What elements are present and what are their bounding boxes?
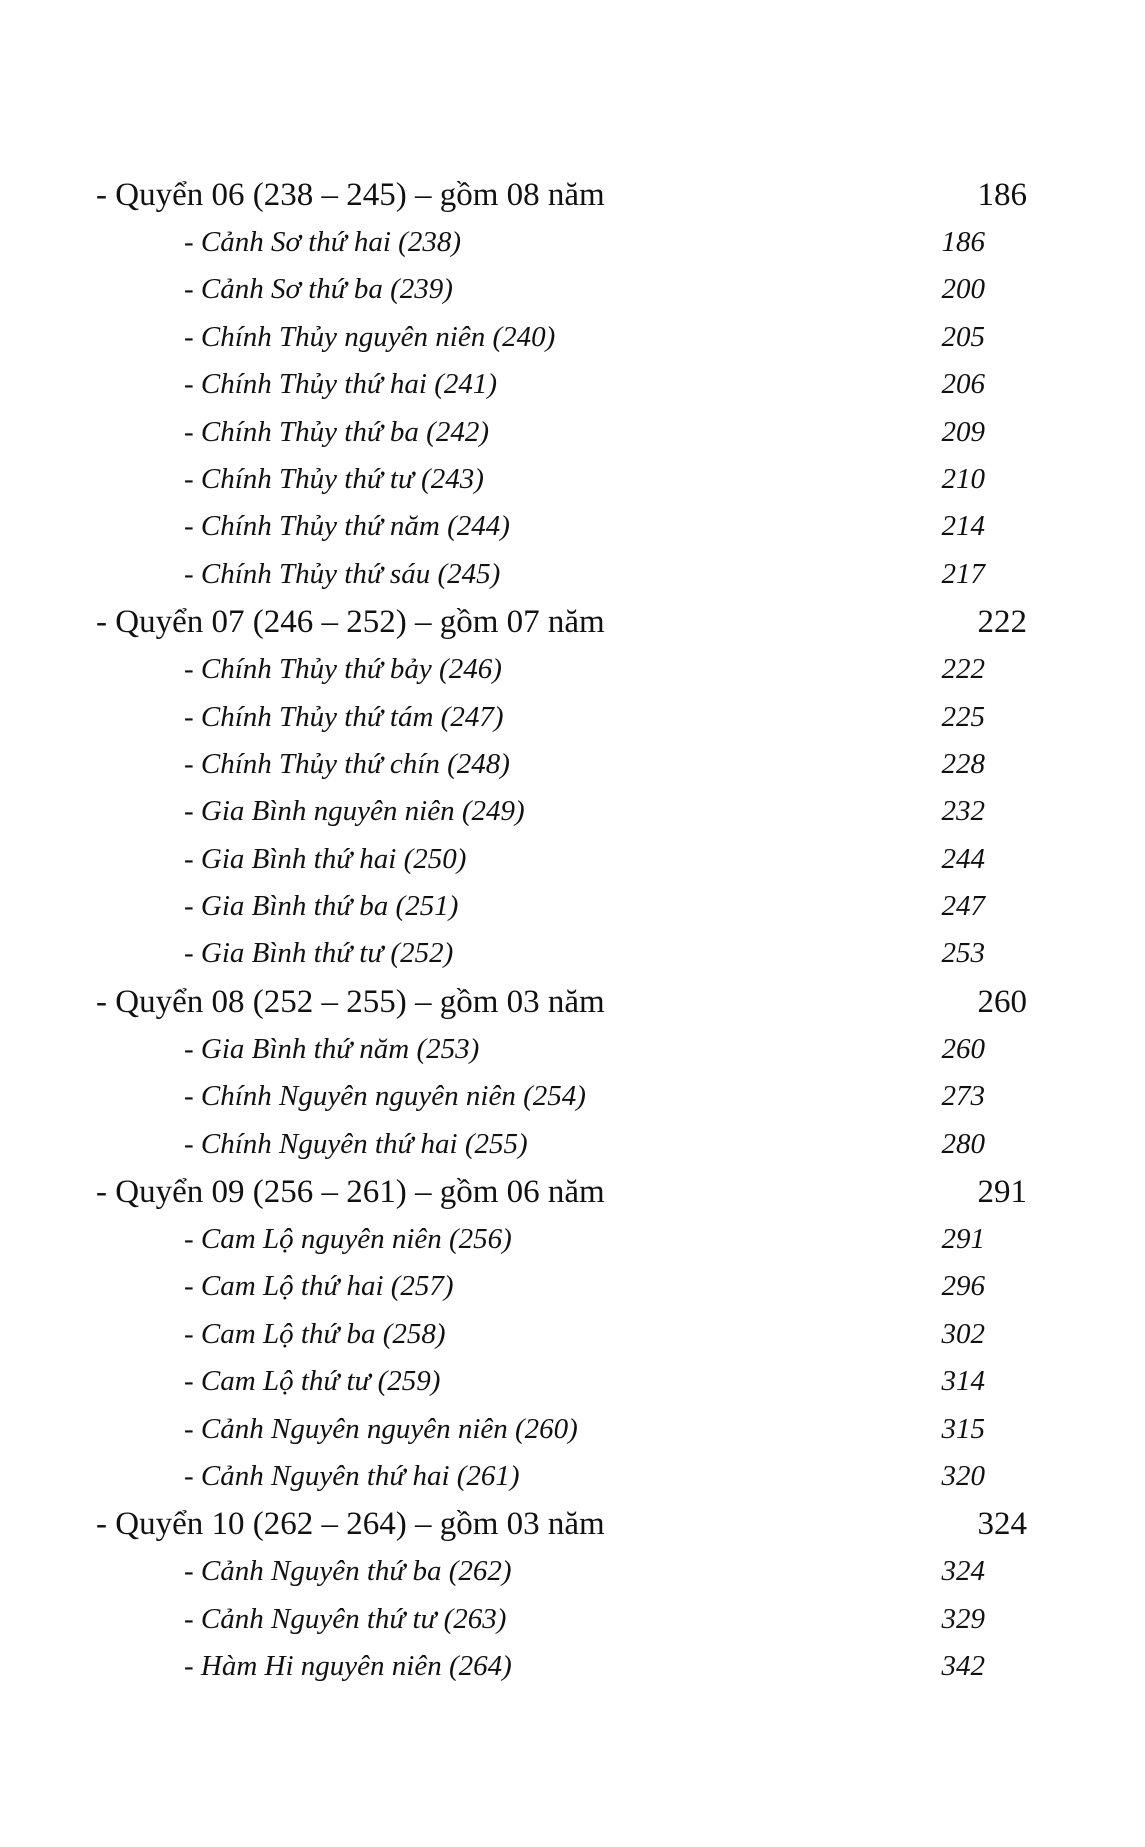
toc-entry-title: - Gia Bình nguyên niên (249) [184,795,525,828]
toc-entry-title: - Cảnh Nguyên thứ hai (261) [184,1459,520,1492]
toc-entry-row [0,266,1145,313]
toc-volume-title: - Quyển 10 (262 – 264) – gồm 03 năm [96,1506,605,1543]
toc-entry-title: - Chính Thủy thứ sáu (245) [184,557,501,590]
toc-entry-title: - Gia Bình thứ hai (250) [184,842,467,875]
toc-entry-title: - Cam Lộ thứ tư (259) [184,1365,441,1398]
toc-volume-page-number: 324 [977,1506,1027,1543]
toc-entry-row [0,456,1145,503]
toc-entry-page-number: 329 [941,1602,985,1635]
toc-volume-title: - Quyển 07 (246 – 252) – gồm 07 năm [96,604,605,641]
toc-entry-page-number: 222 [941,653,985,686]
toc-entry-row [0,314,1145,361]
toc-entry-row [0,1263,1145,1310]
toc-entry-page-number: 291 [941,1223,985,1256]
toc-volume-title: - Quyển 08 (252 – 255) – gồm 03 năm [96,983,605,1020]
toc-entry-page-number: 302 [941,1317,985,1350]
toc-entry-row [0,1121,1145,1168]
toc-entry-page-number: 273 [941,1080,985,1113]
toc-volume-title: - Quyển 09 (256 – 261) – gồm 06 năm [96,1174,605,1211]
toc-entry-title: - Chính Thủy thứ bảy (246) [184,653,502,686]
toc-entry-page-number: 186 [941,226,985,258]
table-of-contents [0,171,1145,1691]
toc-section [0,598,1145,978]
toc-entry-page-number: 324 [941,1555,985,1588]
toc-volume-row [0,598,1145,646]
toc-entry-title: - Cam Lộ thứ ba (258) [184,1317,446,1350]
toc-entry-row [0,503,1145,550]
toc-volume-page-number: 291 [977,1174,1027,1211]
toc-entry-title: - Cảnh Nguyên thứ tư (263) [184,1602,507,1635]
toc-entry-page-number: 228 [941,747,985,780]
toc-entry-title: - Gia Bình thứ ba (251) [184,890,459,923]
toc-entry-title: - Chính Thủy nguyên niên (240) [184,320,556,353]
toc-entry-title: - Cam Lộ nguyên niên (256) [184,1223,512,1256]
toc-volume-title: - Quyển 06 (238 – 245) – gồm 08 năm [96,177,605,213]
toc-entry-row [0,930,1145,977]
toc-volume-page-number: 186 [977,177,1027,213]
toc-entry-title: - Chính Nguyên nguyên niên (254) [184,1080,586,1113]
toc-entry-page-number: 260 [941,1032,985,1065]
toc-entry-title: - Gia Bình thứ tư (252) [184,937,454,970]
toc-entry-page-number: 320 [941,1459,985,1492]
toc-section [0,171,1145,598]
toc-entry-page-number: 280 [941,1127,985,1160]
toc-entry-title: - Chính Thủy thứ hai (241) [184,368,498,401]
toc-entry-page-number: 205 [941,320,985,353]
toc-entry-page-number: 210 [941,462,985,495]
toc-entry-page-number: 209 [941,415,985,448]
toc-entry-row [0,1026,1145,1073]
toc-entry-row [0,836,1145,883]
toc-entry-page-number: 342 [941,1650,985,1683]
toc-entry-page-number: 247 [941,890,985,923]
toc-entry-title: - Cảnh Sơ thứ hai (238) [184,226,461,258]
toc-entry-row [0,646,1145,693]
toc-entry-title: - Chính Thủy thứ chín (248) [184,747,510,780]
toc-section [0,978,1145,1168]
toc-entry-page-number: 225 [941,700,985,733]
toc-section [0,1500,1145,1690]
toc-entry-row [0,741,1145,788]
toc-entry-title: - Gia Bình thứ năm (253) [184,1032,480,1065]
toc-entry-row [0,1548,1145,1595]
toc-entry-row [0,1358,1145,1405]
toc-entry-title: - Chính Thủy thứ ba (242) [184,415,489,448]
toc-entry-row [0,1596,1145,1643]
toc-entry-row [0,694,1145,741]
toc-volume-page-number: 222 [977,604,1027,641]
toc-entry-row [0,1406,1145,1453]
toc-entry-title: - Chính Thủy thứ tư (243) [184,462,484,495]
toc-volume-row [0,1500,1145,1548]
toc-volume-page-number: 260 [977,983,1027,1020]
toc-entry-row [0,883,1145,930]
toc-entry-row [0,1216,1145,1263]
toc-entry-title: - Cảnh Nguyên thứ ba (262) [184,1555,512,1588]
toc-entry-title: - Cam Lộ thứ hai (257) [184,1270,454,1303]
toc-entry-title: - Chính Thủy thứ năm (244) [184,510,510,543]
toc-entry-row [0,788,1145,835]
toc-entry-page-number: 206 [941,368,985,401]
toc-entry-row [0,219,1145,266]
toc-entry-title: - Chính Thủy thứ tám (247) [184,700,504,733]
toc-entry-page-number: 214 [941,510,985,543]
toc-entry-row [0,1311,1145,1358]
toc-entry-page-number: 232 [941,795,985,828]
toc-volume-row [0,171,1145,219]
toc-entry-row [0,1073,1145,1120]
toc-entry-row [0,551,1145,598]
toc-volume-row [0,978,1145,1026]
toc-entry-page-number: 314 [941,1365,985,1398]
toc-entry-row [0,1453,1145,1500]
toc-entry-page-number: 217 [941,557,985,590]
toc-entry-page-number: 296 [941,1270,985,1303]
toc-volume-row [0,1168,1145,1216]
toc-section [0,1168,1145,1500]
toc-entry-title: - Cảnh Sơ thứ ba (239) [184,273,453,306]
toc-entry-row [0,361,1145,408]
toc-entry-row [0,1643,1145,1690]
toc-entry-title: - Cảnh Nguyên nguyên niên (260) [184,1412,578,1445]
toc-entry-page-number: 315 [941,1412,985,1445]
toc-entry-row [0,409,1145,456]
toc-entry-page-number: 244 [941,842,985,875]
toc-entry-page-number: 253 [941,937,985,970]
toc-entry-page-number: 200 [941,273,985,306]
toc-entry-title: - Chính Nguyên thứ hai (255) [184,1127,528,1160]
toc-entry-title: - Hàm Hi nguyên niên (264) [184,1650,512,1683]
